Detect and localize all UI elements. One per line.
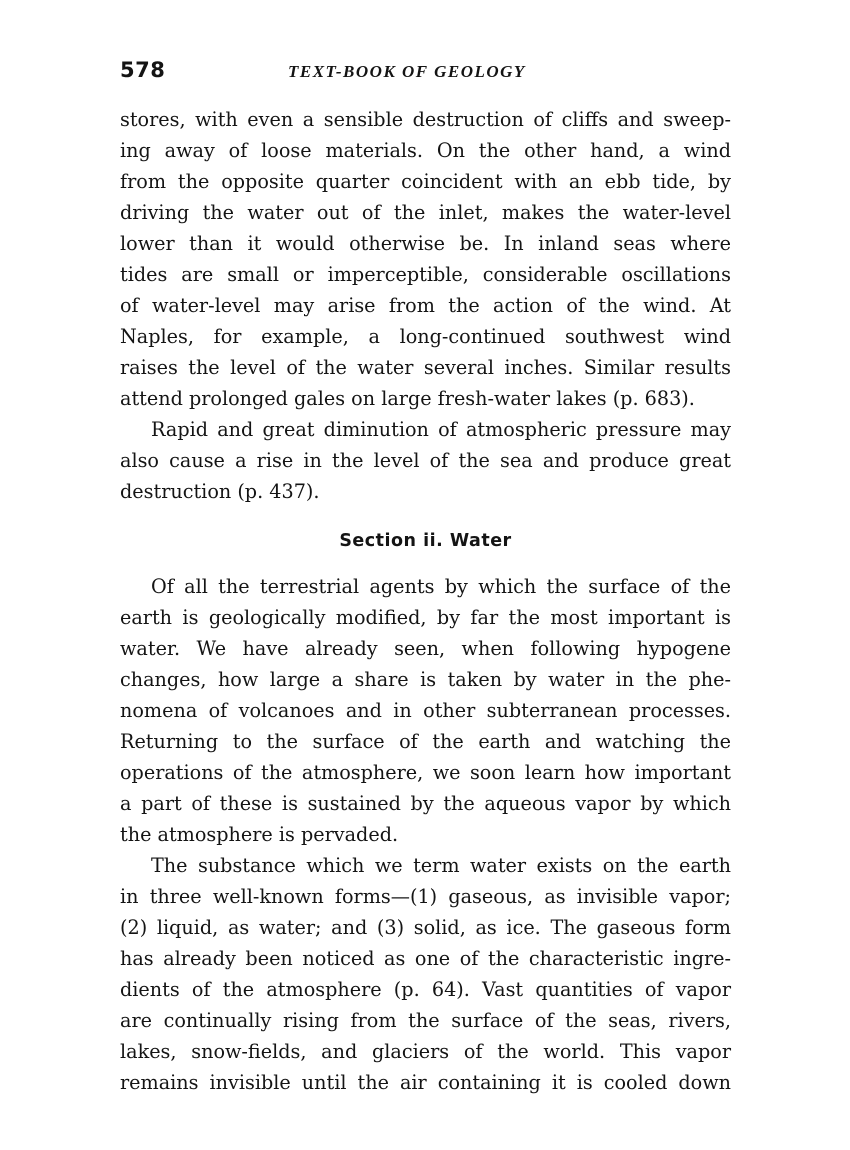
text-line: operations of the atmosphere, we soon learn how important <box>120 761 731 784</box>
text-line: also cause a rise in the level of the sea and produce great <box>120 449 731 472</box>
text-line: water. We have already seen, when following hypogene <box>120 637 731 660</box>
text-line: ing away of loose materials. On the other hand, a wind <box>120 139 731 162</box>
text-line: The substance which we term water exists on the earth <box>151 854 731 877</box>
paragraph-terrestrial-agents <box>120 571 731 850</box>
body-text <box>120 104 731 1098</box>
text-line: earth is geologically modified, by far the most important is <box>120 606 731 629</box>
text-line: destruction (p. 437). <box>120 480 320 503</box>
text-line: of water-level may arise from the action of the wind. At <box>120 294 731 317</box>
text-line: are continually rising from the surface of the seas, rivers, <box>120 1009 731 1032</box>
text-line: tides are small or imperceptible, considerable oscillations <box>120 263 731 286</box>
running-title: TEXT-BOOK OF GEOLOGY <box>288 62 526 81</box>
text-line: changes, how large a share is taken by water in the phe- <box>120 668 731 691</box>
paragraph-continued-wind-effects <box>120 104 731 414</box>
text-line: remains invisible until the air containing it is cooled down <box>120 1071 731 1094</box>
text-line: Rapid and great diminution of atmospheric pressure may <box>151 418 731 441</box>
section-heading: Section ii. Water <box>339 531 512 551</box>
spacer <box>120 559 731 571</box>
text-line: Naples, for example, a long-continued southwest wind <box>120 325 731 348</box>
text-line: a part of these is sustained by the aqueous vapor by which <box>120 792 731 815</box>
text-line: Of all the terrestrial agents by which the surface of the <box>151 575 731 598</box>
text-line: dients of the atmosphere (p. 64). Vast quantities of vapor <box>120 978 731 1001</box>
text-line: lower than it would otherwise be. In inland seas where <box>120 232 731 255</box>
text-line: stores, with even a sensible destruction of cliffs and sweep- <box>120 108 731 131</box>
text-line: lakes, snow-fields, and glaciers of the world. This vapor <box>120 1040 731 1063</box>
text-line: in three well-known forms—(1) gaseous, as invisible vapor; <box>120 885 731 908</box>
text-line: has already been noticed as one of the characteristic ingre- <box>120 947 731 970</box>
text-line: driving the water out of the inlet, makes the water-level <box>120 201 731 224</box>
text-line: attend prolonged gales on large fresh-water lakes (p. 683). <box>120 387 695 410</box>
text-line: from the opposite quarter coincident with an ebb tide, by <box>120 170 731 193</box>
text-line: raises the level of the water several inches. Similar results <box>120 356 731 379</box>
text-line: nomena of volcanoes and in other subterranean processes. <box>120 699 731 722</box>
text-line: (2) liquid, as water; and (3) solid, as ice. The gaseous form <box>120 916 731 939</box>
spacer <box>120 507 731 523</box>
paragraph-atmospheric-pressure <box>120 414 731 507</box>
paragraph-forms-of-water <box>120 850 731 1098</box>
text-line: the atmosphere is pervaded. <box>120 823 399 846</box>
text-line: Returning to the surface of the earth and watching the <box>120 730 731 753</box>
page-number: 578 <box>120 58 166 82</box>
running-head <box>120 58 730 88</box>
